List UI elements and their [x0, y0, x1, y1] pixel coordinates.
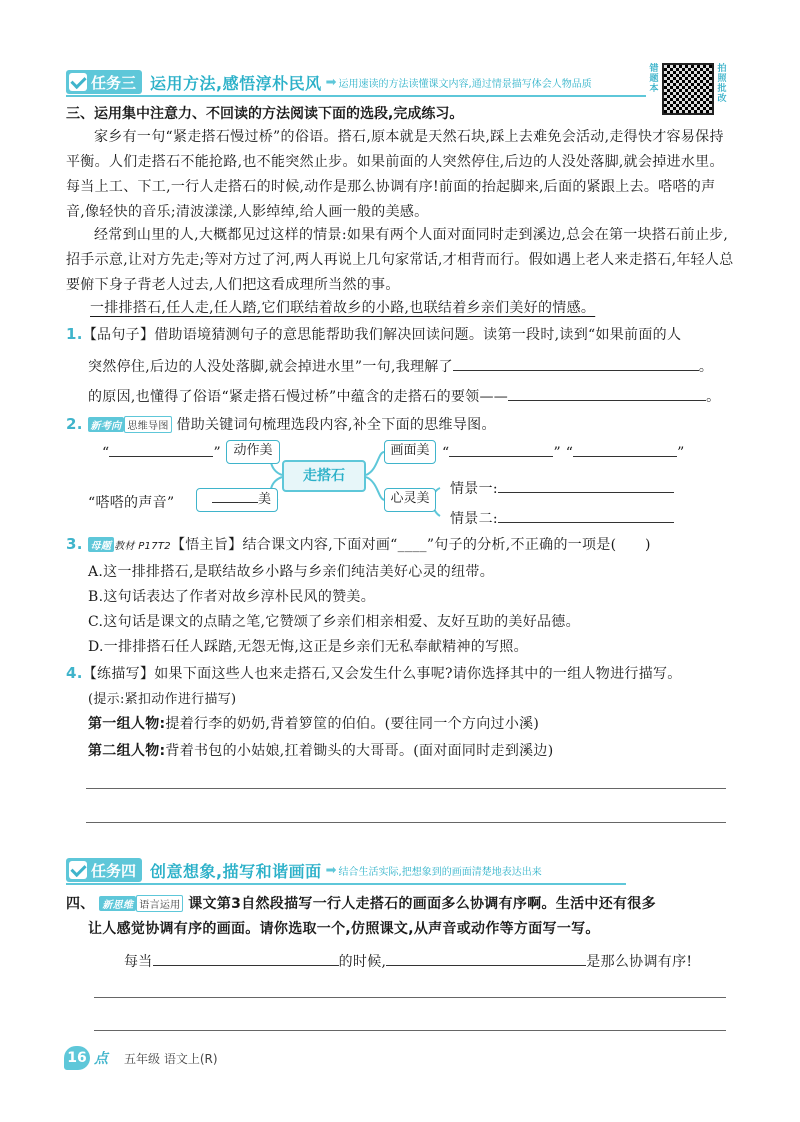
brand-logo: 点: [94, 1051, 108, 1067]
q2-tag-mindmap: 思维导图: [124, 416, 171, 433]
q4-group2: [88, 740, 553, 760]
task4-badge-label: 任务四: [91, 861, 137, 880]
sound-label: “嗒嗒的声音”: [88, 495, 175, 511]
key-sentence: 一排排搭石,任人走,任人踏,它们联结着故乡的小路,也联结着乡亲们美好的情感。: [90, 300, 596, 316]
task3-badge-label: 任务三: [91, 73, 137, 92]
q3-option-a[interactable]: A.这一排排搭石,是联结故乡小路与乡亲们纯洁美好心灵的纽带。: [88, 564, 495, 580]
quote-close: ”: [213, 445, 221, 461]
q4-group2-label: 第二组人物:: [88, 743, 166, 759]
q4-number: 4.: [66, 664, 83, 682]
node-action-beauty: 动作美: [226, 440, 280, 464]
q4-hint: (提示:紧扣动作进行描写): [88, 692, 237, 707]
q2-tag-new: 新考向: [88, 417, 125, 432]
task4-banner: [66, 858, 542, 882]
node-heart-beauty: 心灵美: [384, 488, 436, 512]
q3-stem: 结合课文内容,下面对画“____”句子的分析,不正确的一项是( ): [242, 537, 651, 553]
q4-tag: 【练描写】: [82, 666, 155, 682]
q1-text-1: 借助语境猜测句子的意思能帮助我们解决回读问题。读第一段时,读到“如果前面的人: [154, 327, 682, 343]
q3-tag-textbook: 教材 P17T2: [114, 541, 171, 552]
q1-tag: 【品句子】: [82, 327, 155, 343]
scene2-line: [450, 508, 674, 528]
quote-open: “: [565, 445, 574, 461]
qr-left-label: 错题本: [649, 64, 659, 94]
section4-line2: [88, 918, 600, 938]
page-number: 16: [64, 1046, 90, 1070]
section4-number: 四、: [66, 896, 95, 912]
section4-fill: [124, 951, 692, 971]
divider: [66, 883, 626, 885]
q3-tag-mother: 母题: [88, 537, 115, 552]
painting-blank-1[interactable]: [449, 443, 553, 457]
writing-line-3[interactable]: [94, 997, 726, 998]
action-blank[interactable]: [109, 443, 213, 457]
q3-option-d[interactable]: D.一排排搭石任人踩踏,无怨无悔,这正是乡亲们无私奉献精神的写照。: [88, 639, 528, 655]
scene1-blank[interactable]: [498, 479, 674, 493]
passage-paragraph-1: 家乡有一句“紧走搭石慢过桥”的俗语。搭石,原本就是天然石块,踩上去难免会活动,走得快才容易保持平衡。人们走搭石不能抢路,也不能突然止步。如果前面的人突然停住,后边的人没处落脚,就会掉进水里。每当上工、下工,一行人走搭石的时候,动作是那么协调有序!前面的抬起脚来,后面的紧跟上去。嗒嗒的声音,像轻快的音乐;清波漾漾,人影绰绰,给人画一般的美感。: [66, 129, 724, 220]
connector-heart: [366, 477, 384, 500]
scene2-blank[interactable]: [498, 509, 674, 523]
fill-blank-1[interactable]: [153, 952, 339, 966]
passage-paragraph-2: 经常到山里的人,大概都见过这样的情景:如果有两个人面对面同时走到溪边,总会在第一块搭石前止步,招手示意,让对方先走;等对方过了河,两人再说上几句家常话,才相背而行。假如遇上老人来走搭石,年轻人总要俯下身子背老人过去,人们把这看成理所当然的事。: [66, 227, 734, 293]
quote-close: ”: [677, 445, 685, 461]
sound-blank[interactable]: [212, 489, 258, 503]
q4-stem-line: [66, 663, 682, 683]
arrow-right-icon: ➡: [325, 74, 337, 90]
q4-stem: 如果下面这些人也来走搭石,又会发生什么事呢?请你选择其中的一组人物进行描写。: [154, 666, 682, 682]
writing-line-2[interactable]: [86, 822, 726, 823]
section4-line1: [66, 893, 656, 913]
fill-mid: 的时候,: [338, 954, 387, 970]
q1-period-1: 。: [698, 359, 714, 375]
scene1-label: 情景一:: [450, 481, 498, 497]
quote-open: “: [102, 445, 110, 461]
q1-text-3: 的原因,也懂得了俗语“紧走搭石慢过桥”中蕴含的走搭石的要领——: [88, 389, 509, 405]
painting-answers: [442, 443, 685, 461]
q2-text: 借助关键词句梳理选段内容,补全下面的思维导图。: [176, 417, 496, 433]
q3-number: 3.: [66, 535, 83, 553]
section4-text-1: 课文第3自然段描写一行人走搭石的画面多么协调有序啊。生活中还有很多: [188, 896, 656, 912]
section3-heading: 三、运用集中注意力、不回读的方法阅读下面的选段,完成练习。: [66, 106, 464, 122]
q1-period-2: 。: [706, 389, 721, 405]
q3-option-c[interactable]: C.这句话是课文的点睛之笔,它赞颂了乡亲们相亲相爱、友好互助的美好品德。: [88, 614, 580, 630]
q3-tag-theme: 【悟主旨】: [170, 537, 243, 553]
q1-text-2: 突然停住,后边的人没处落脚,就会掉进水里”一句,我理解了: [88, 359, 453, 375]
scene1-line: [450, 478, 674, 498]
scene2-label: 情景二:: [450, 511, 498, 527]
sound-mei: 美: [257, 492, 271, 507]
fill-end: 是那么协调有序!: [586, 954, 693, 970]
fill-start: 每当: [124, 954, 153, 970]
task4-desc: 结合生活实际,把想象到的画面清楚地表达出来: [338, 866, 542, 878]
task3-desc: 运用速读的方法读懂课文内容,通过情景描写体会人物品质: [338, 78, 592, 90]
node-sound-beauty: [196, 488, 278, 512]
node-painting-beauty: 画面美: [384, 440, 436, 464]
section4-tag-new: 新思维: [99, 896, 136, 911]
quote-close: ”: [553, 445, 561, 461]
node-center: 走搭石: [282, 460, 366, 492]
writing-line-1[interactable]: [86, 788, 726, 789]
q4-group1-text: 提着行李的奶奶,背着箩筐的伯伯。(要往同一个方向过小溪): [165, 716, 540, 732]
quote-open: “: [442, 445, 450, 461]
q3-stem-line: [66, 534, 651, 554]
task4-title: 创意想象,描写和谐画面: [150, 861, 322, 881]
q4-group2-text: 背着书包的小姑娘,扛着锄头的大哥哥。(面对面同时走到溪边): [165, 743, 554, 759]
q4-group1-label: 第一组人物:: [88, 716, 166, 732]
q2-number: 2.: [66, 415, 83, 433]
action-answer: [102, 443, 221, 461]
q1-number: 1.: [66, 325, 83, 343]
qr-right-label: 拍照批改: [717, 64, 727, 104]
q3-option-b[interactable]: B.这句话表达了作者对故乡淳朴民风的赞美。: [88, 589, 376, 605]
section4-tag-language: 语言运用: [136, 895, 183, 912]
writing-line-4[interactable]: [94, 1030, 726, 1031]
task3-title: 运用方法,感悟淳朴民风: [150, 73, 322, 93]
footer-label: 五年级 语文上(R): [124, 1052, 218, 1066]
checkbox-icon: [69, 861, 87, 879]
connector-painting: [366, 452, 384, 475]
q4-group1: [88, 713, 539, 733]
painting-blank-2[interactable]: [573, 443, 677, 457]
section4-text-2: 让人感觉协调有序的画面。请你选取一个,仿照课文,从声音或动作等方面写一写。: [88, 921, 600, 937]
task4-badge: [66, 858, 142, 882]
fill-blank-2[interactable]: [386, 952, 586, 966]
arrow-right-icon: ➡: [325, 862, 337, 878]
